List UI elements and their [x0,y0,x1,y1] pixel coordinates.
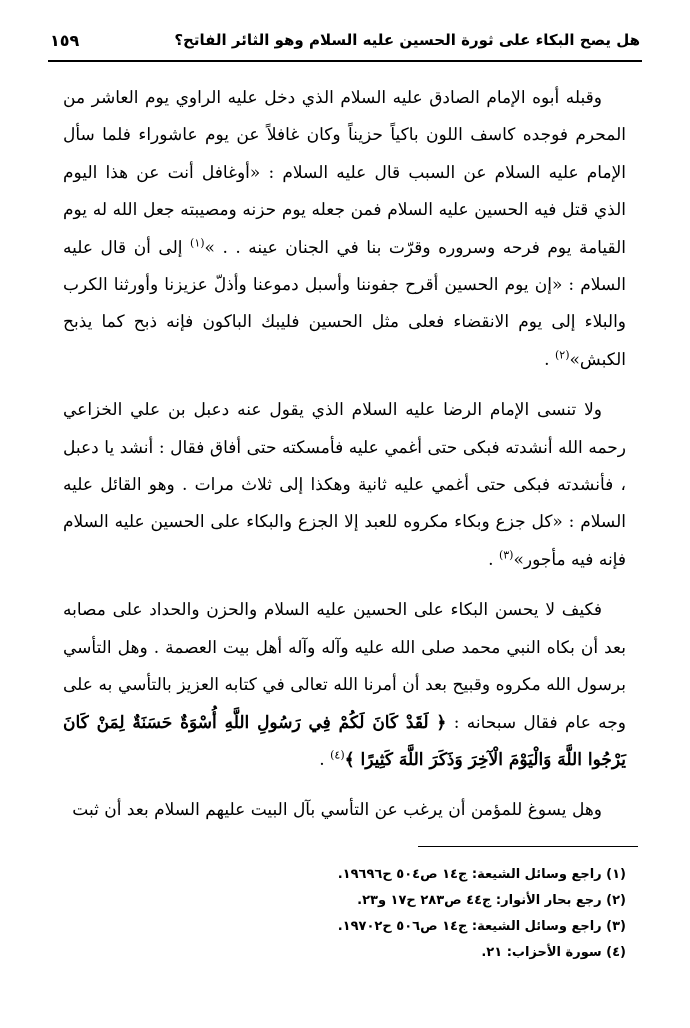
footnote-divider [418,846,638,847]
paragraph-text: ولا تنسى الإمام الرضا عليه السلام الذي يقول عنه دعبل بن علي الخزاعي رحمه الله أنشدته فبكى حتى أغمي عليه فأمسكته حتى أفاق فقال : أنشد يا دعبل ، فأنشدته فبكى حتى أغمي عليه ثانية وهكذا إلى ثلاث مرات . وهو القائل عليه السلام : «كل جزع وبكاء مكروه للعبد إلا الجزع والبكاء على الحسين عليه السلام فإنه فيه مأجور» [63,400,626,570]
header-divider [48,60,642,62]
paragraph-text: وقبله أبوه الإمام الصادق عليه السلام الذي دخل عليه الراوي يوم العاشر من المحرم فوجده كاسف اللون باكياً حزيناً وكان غافلاً عن يوم عاشوراء فلما سأل الإمام عليه السلام عن السبب قال عليه السلام : «أوغافل أنت عن هذا اليوم الذي قتل فيه الحسين عليه السلام فمن جعله يوم حزنه ومصيبته جعل الله له يوم القيامة يوم فرحه وسروره وقرّت بنا في الجنان عينه . . » [63,88,626,258]
quran-verse: ﴿ لَقَدْ كَانَ لَكُمْ فِي رَسُولِ اللَّهِ أُسْوَةٌ حَسَنَةٌ لِمَنْ كَانَ يَرْجُوا اللَّهَ وَالْيَوْمَ الْآخِرَ وَذَكَرَ اللَّهَ كَثِيرًا ﴾ [63,712,626,770]
footnote-ref: (٢) [554,348,570,362]
paragraph-text: . [488,549,499,570]
body-text [63,80,626,830]
footnotes [63,862,626,966]
paragraph [63,592,626,779]
page-number: ١٥٩ [50,30,80,50]
footnote: (٢) رجع بحار الأنوار: ج٤٤ ص٢٨٣ ح١٧ و٢٣. [357,893,626,908]
paragraph-text: . [544,349,555,370]
footnote-ref: (٤) [330,748,345,762]
footnote-ref: (١) [190,235,205,249]
paragraph-text: وهل يسوغ للمؤمن أن يرغب عن التأسي بآل البيت عليهم السلام بعد أن ثبت [72,800,602,821]
footnote: (١) راجع وسائل الشيعة: ج١٤ ص٥٠٤ ح١٩٦٩٦. [337,867,626,882]
paragraph-text: فكيف لا يحسن البكاء على الحسين عليه السلام والحزن والحداد على مصابه بعد أن بكاه النبي محمد صلى الله عليه وآله وآله أهل بيت العصمة . وهل التأسي برسول الله مكروه وقبيح بعد أن أمرنا الله تعالى في كتابه العزيز بالتأسي به على وجه عام فقال سبحانه : [63,600,626,733]
paragraph-text: . [319,749,331,770]
footnote-ref: (٣) [498,548,514,562]
footnote: (٤) سورة الأحزاب: ٢١. [481,945,626,960]
paragraph [63,792,626,829]
running-header [50,20,640,60]
footnote: (٣) راجع وسائل الشيعة: ج١٤ ص٥٠٦ ح١٩٧٠٢. [337,919,626,934]
paragraph [63,392,626,579]
paragraph [63,80,626,379]
header-title: هل يصح البكاء على ثورة الحسين عليه السلام وهو الثائر الفاتح؟ [174,31,640,49]
paragraph-text: إلى أن قال عليه السلام : «إن يوم الحسين أقرح جفوننا وأسبل دموعنا وأذلّ عزيزنا وأورثنا الكرب والبلاء إلى يوم الانقضاء فعلى مثل الحسين فليبك الباكون فإنه ذبح كما يذبح الكبش» [63,237,626,370]
